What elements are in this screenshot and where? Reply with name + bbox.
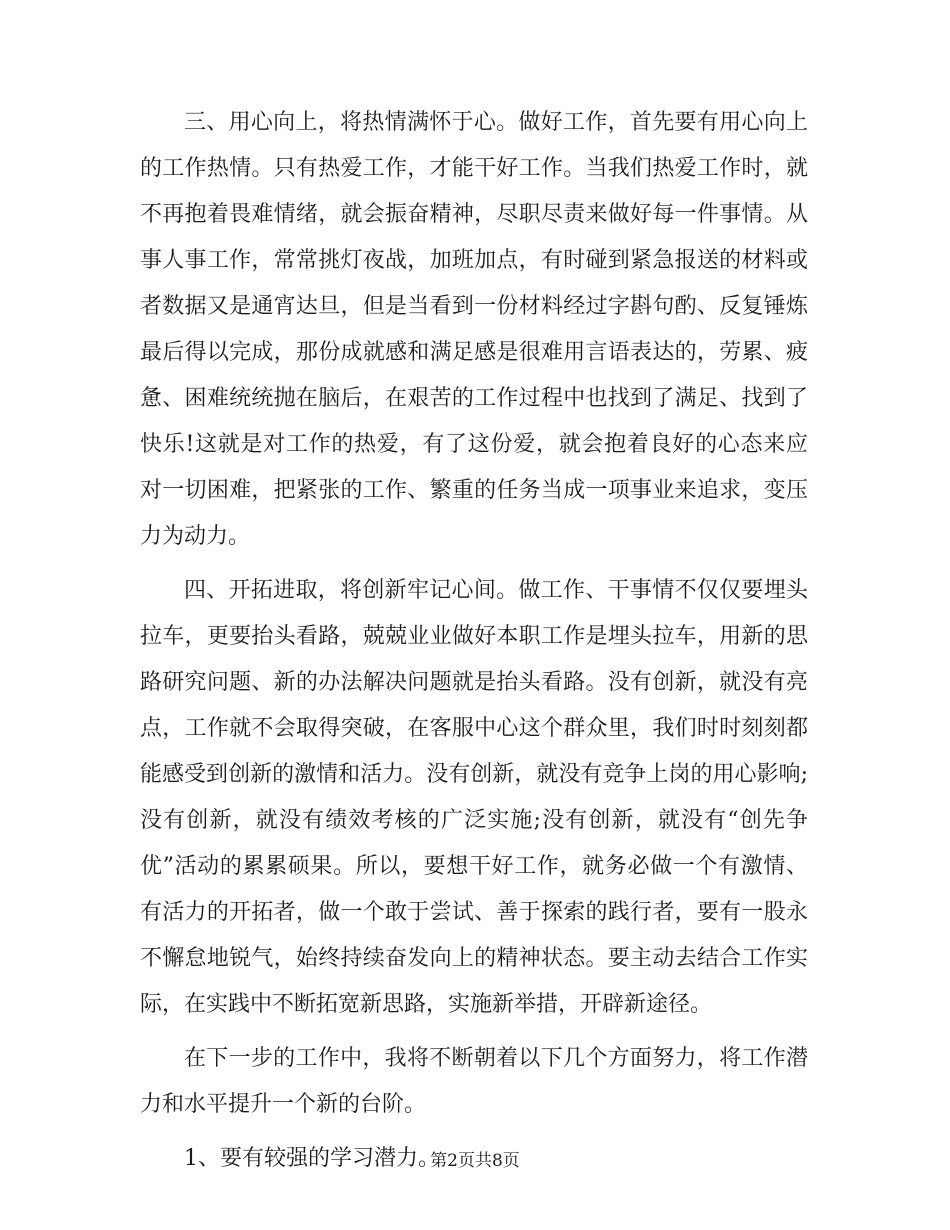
paragraph-item-one: 1、要有较强的学习潜力。 bbox=[184, 1146, 440, 1171]
paragraph-section-four: 四、开拓进取，将创新牢记心间。做工作、干事情不仅仅要埋头拉车，更要抬头看路，兢兢业业做好本职工作是埋头拉车，用新的思路研究问题、新的办法解决问题就是抬头看路。没有创新，就没有亮点，工作就不会取得突破，在客服中心这个群众里，我们时时刻刻都能感受到创新的激情和活力。没有创新，就没有竞争上岗的用心影响;没有创新，就没有绩效考核的广泛实施;没有创新，就没有“创先争优”活动的累累硕果。所以，要想干好工作，就务必做一个有激情、有活力的开拓者，做一个敢于尝试、善于探索的践行者，要有一股永不懈怠地锐气，始终持续奋发向上的精神状态。要主动去结合工作实际，在实践中不断拓宽新思路，实施新举措，开辟新途径。 bbox=[140, 578, 808, 1017]
document-body bbox=[140, 100, 808, 1184]
paragraph-next-steps: 在下一步的工作中，我将不断朝着以下几个方面努力，将工作潜力和水平提升一个新的台阶。 bbox=[140, 1046, 808, 1117]
page-number-footer: 第2页共8页 bbox=[430, 1151, 520, 1171]
paragraph-section-three: 三、用心向上，将热情满怀于心。做好工作，首先要有用心向上的工作热情。只有热爱工作，才能干好工作。当我们热爱工作时，就不再抱着畏难情绪，就会振奋精神，尽职尽责来做好每一件事情。从事人事工作，常常挑灯夜战，加班加点，有时碰到紧急报送的材料或者数据又是通宵达旦，但是当看到一份材料经过字斟句酌、反复锤炼最后得以完成，那份成就感和满足感是很难用言语表达的，劳累、疲惫、困难统统抛在脑后，在艰苦的工作过程中也找到了满足、找到了快乐!这就是对工作的热爱，有了这份爱，就会抱着良好的心态来应对一切困难，把紧张的工作、繁重的任务当成一项事业来追求，变压力为动力。 bbox=[140, 110, 808, 549]
